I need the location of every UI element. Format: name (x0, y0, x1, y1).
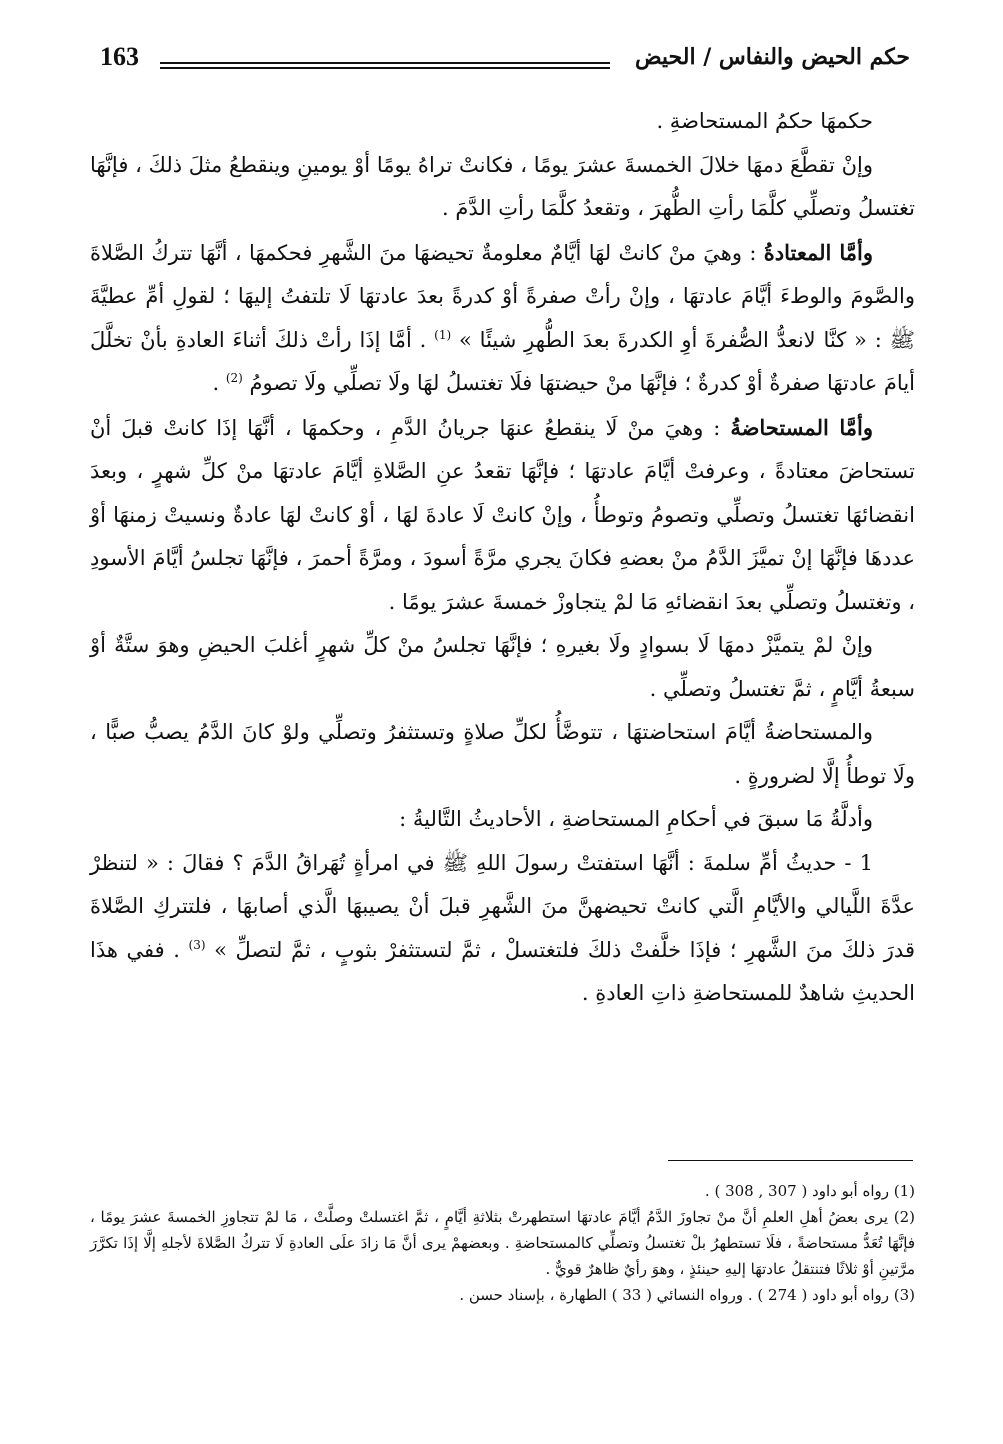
paragraph: حكمهَا حكمُ المستحاضةِ . (656, 109, 873, 133)
footnote-ref[interactable]: (1) (434, 327, 452, 342)
paragraph-text: : وهيَ منْ لَا ينقطعُ عنهَا جريانُ الدَّمِ ، وحكمهَا ، أنَّهَا إذَا كانتْ قبلَ أنْ تستحاضَ معتادةً ، وعرفتْ أيَّامَ عادتهَا ؛ فإنَّهَا تقعدُ عنِ الصَّلاةِ أيَّامَ عادتهَا منْ كلِّ شهرٍ ، وبعدَ انقضائهَا تغتسلُ وتصلِّي وتصومُ وتوطأُ ، وإنْ كانتْ لَا عادةَ لهَا ، أوْ كانتْ لهَا عادةٌ ونسيتْ زمنهَا أوْ عددهَا فإنَّهَا إنْ تميَّزَ الدَّمُ منْ بعضهِ فكانَ يجري مرَّةً أسودَ ، ومرَّةً أحمرَ ، فإنَّهَا تجلسُ أيَّامَ الأسودِ ، وتغتسلُ وتصلِّي بعدَ انقضائهِ مَا لمْ يتجاوزْ خمسةَ عشرَ يومًا . (90, 415, 915, 614)
main-text (90, 100, 915, 1016)
paragraph (90, 842, 915, 1016)
term-heading: وأمَّا المستحاضةُ (730, 414, 873, 440)
header-rule (160, 62, 610, 69)
paragraph-text: 1 - حديثُ أمِّ سلمةَ : أنَّهَا استفتتْ رسولَ اللهِ ﷺ في امرأةٍ تُهَراقُ الدَّمَ ؟ فقالَ : « لتنظرْ عدَّةَ اللَّيالي والأيَّامِ الَّتي كانتْ تحيضهنَّ منَ الشَّهرِ قبلَ أنْ يصيبهَا الَّذي أصابهَا ، فلتتركِ الصَّلاةَ قدرَ ذلكَ منَ الشَّهرِ ؛ فإذَا خلَّفتْ ذلكَ فلتغتسلْ ، ثمَّ لتستثفرْ بثوبٍ ، ثمَّ لتصلِّ » (90, 850, 915, 962)
footnotes (90, 1178, 915, 1308)
paragraph-text: . أمَّا إذَا رأتْ ذلكَ أثناءَ العادةِ بأنْ تخلَّلَ أيامَ عادتهَا صفرةٌ أوْ كدرةٌ ؛ فإنَّهَا منْ حيضتهَا فلَا تغتسلُ لهَا ولَا تصلِّي ولَا تصومُ (90, 327, 915, 395)
footnote-separator (668, 1160, 913, 1161)
page-header (100, 40, 910, 80)
page-number: 163 (100, 42, 139, 71)
footnote-ref[interactable]: (3) (188, 937, 206, 952)
footnote-ref[interactable]: (2) (225, 371, 243, 385)
paragraph: وإنْ لمْ يتميَّزْ دمهَا لَا بسوادٍ ولَا بغيرهِ ؛ فإنَّهَا تجلسُ منْ كلِّ شهرٍ أغلبَ الحيضِ وهوَ ستَّةٌ أوْ سبعةُ أيَّامٍ ، ثمَّ تغتسلُ وتصلِّي . (90, 633, 915, 701)
paragraph-text: . ففي هذَا الحديثِ شاهدٌ للمستحاضةِ ذاتِ العادةِ . (90, 937, 915, 1005)
paragraph: وإنْ تقطَّعَ دمهَا خلالَ الخمسةَ عشرَ يومًا ، فكانتْ تراهُ يومًا أوْ يومينِ وينقطعُ مثلَ ذلكَ ، فإنَّهَا تغتسلُ وتصلِّي كلَّمَا رأتِ الطُّهرَ ، وتقعدُ كلَّمَا رأتِ الدَّمَ . (90, 152, 915, 220)
paragraph: وأدلَّةُ مَا سبقَ في أحكامِ المستحاضةِ ، الأحاديثُ التَّاليةُ : (399, 807, 873, 831)
footnote: (2) يرى بعضُ أهلِ العلمِ أنَّ منْ تجاوزَ الدَّمُ أيَّامَ عادتهَا استطهرتْ بثلاثةِ أيَّامٍ ، ثمَّ اغتسلتْ وصلَّتْ ، مَا لمْ تتجاوزِ الخمسةَ عشرَ يومًا ، فإنَّهَا تُعَدُّ مستحاضةً ، فلَا تستطهرُ بلْ تغتسلُ وتصلِّي كالمستحاضةِ . وبعضهمْ يرى أنَّ مَا زادَ علَى العادةِ لَا تتركُ الصَّلاةَ لأجلهِ إلَّا إذَا تكرَّرَ مرَّتينِ أوْ ثلاثًا فتنتقلُ عادتهَا إليهِ حينئذٍ ، وهوَ رأيٌ ظاهرٌ قويٌّ . (90, 1208, 915, 1278)
paragraph: والمستحاضةُ أيَّامَ استحاضتهَا ، تتوضَّأُ لكلِّ صلاةٍ وتستثفرُ وتصلِّي ولوْ كانَ الدَّمُ يصبُّ صبًّا ، ولَا توطأُ إلَّا لضرورةٍ . (90, 720, 915, 788)
footnote: (1) رواه أبو داود ( 307 , 308 ) . (704, 1182, 915, 1200)
footnote: (3) رواه أبو داود ( 274 ) . ورواه النسائي ( 33 ) الطهارة ، بإسناد حسن . (459, 1286, 915, 1304)
paragraph-text: . (212, 371, 226, 395)
paragraph (90, 231, 915, 406)
running-title: حكم الحيض والنفاس / الحيض (634, 44, 910, 70)
term-heading: وأمَّا المعتادةُ (763, 239, 873, 265)
paragraph (90, 406, 915, 625)
paragraph-text: : وهيَ منْ كانتْ لهَا أيَّامٌ معلومةٌ تحيضهَا منَ الشَّهرِ فحكمهَا ، أنَّهَا تتركُ الصَّلاةَ والصَّومَ والوطءَ أيَّامَ عادتهَا ، وإنْ رأتْ صفرةً أوْ كدرةً بعدَ عادتهَا لَا تلتفتُ إليهَا ؛ لقولِ أمِّ عطيَّةَ ﷺ : « كنَّا لانعدُّ الصُّفرةَ أوِ الكدرةَ بعدَ الطُّهرِ شيئًا » (90, 240, 915, 352)
